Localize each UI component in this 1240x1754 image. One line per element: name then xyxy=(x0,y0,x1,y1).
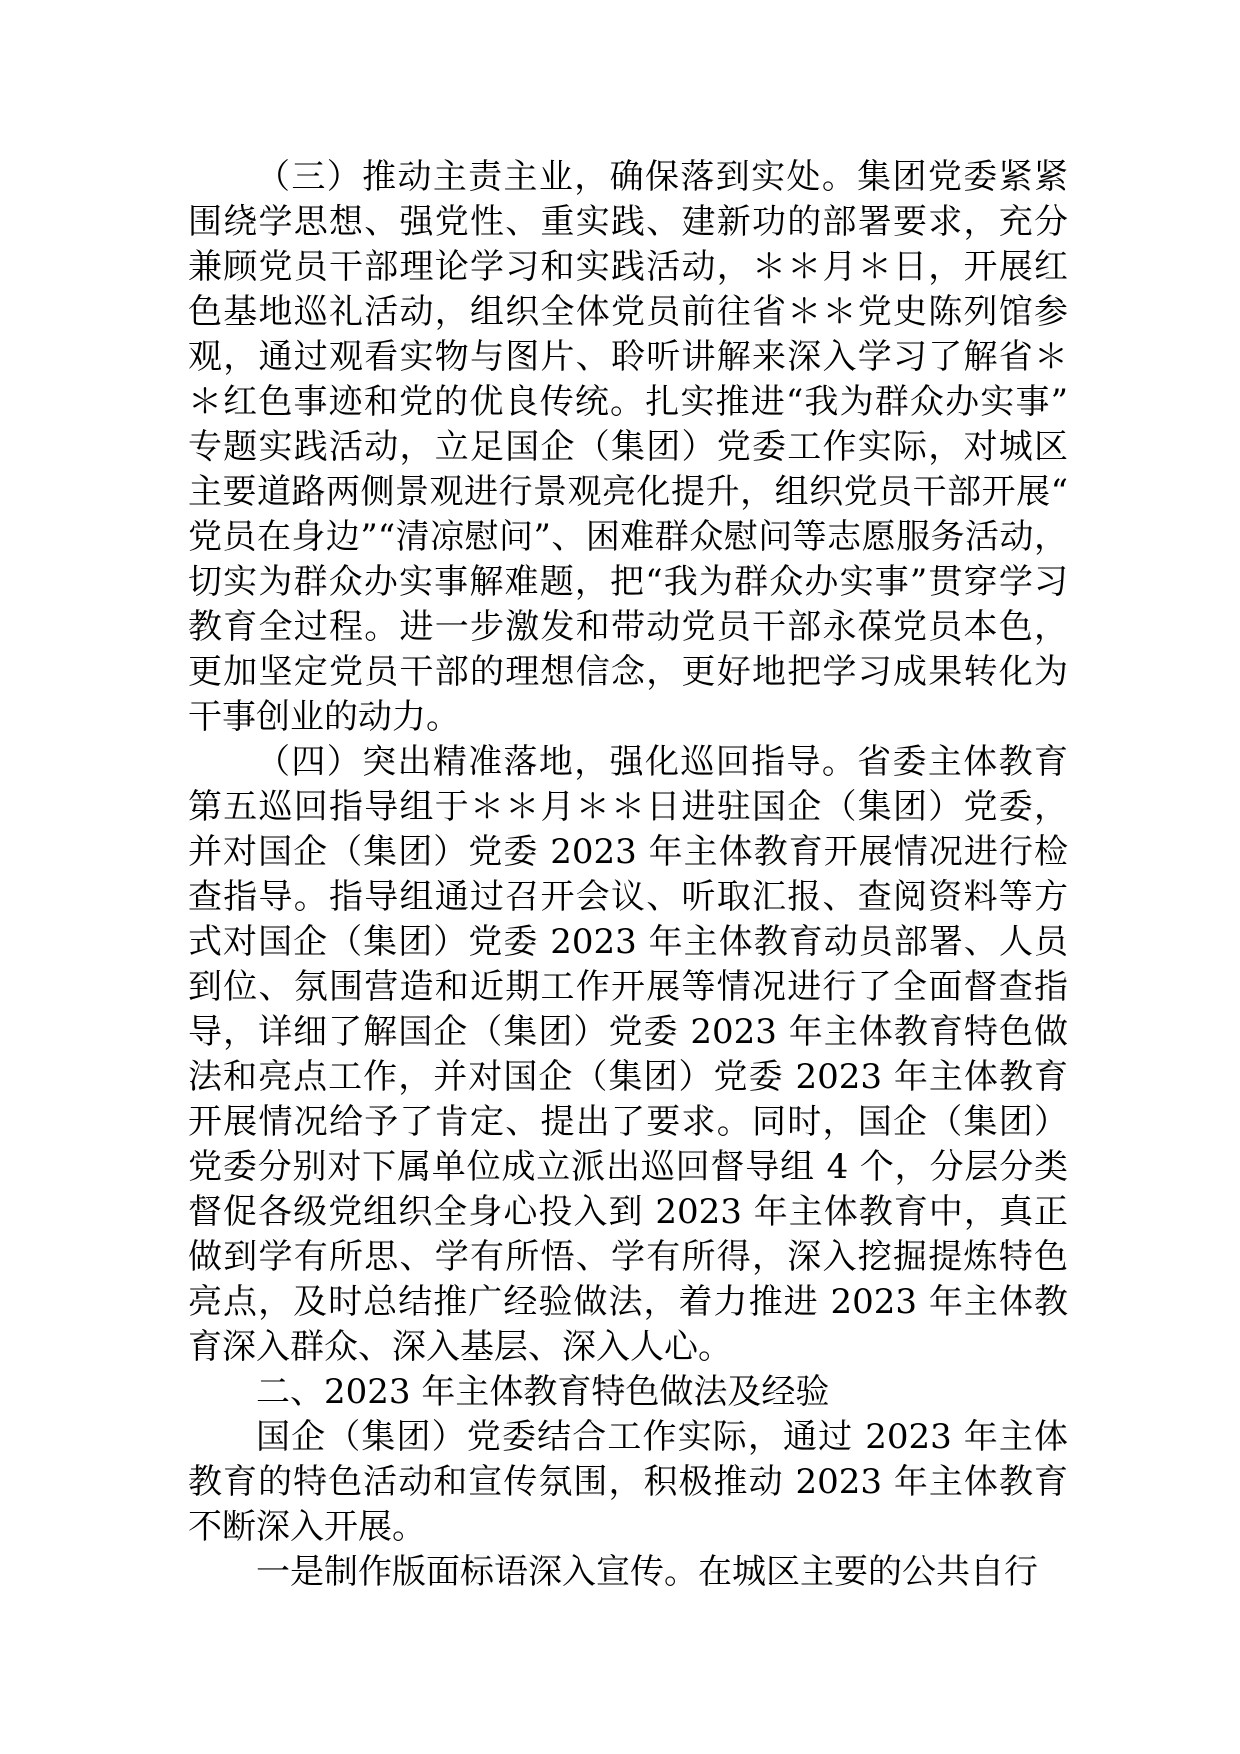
paragraph-section-three: （三）推动主责主业，确保落到实处。集团党委紧紧围绕学思想、强党性、重实践、建新功的部署要求，充分兼顾党员干部理论学习和实践活动，＊＊月＊日，开展红色基地巡礼活动，组织全体党员前往省＊＊党史陈列馆参观，通过观看实物与图片、聆听讲解来深入学习了解省＊＊红色事迹和党的优良传统。扎实推进“我为群众办实事”专题实践活动，立足国企（集团）党委工作实际，对城区主要道路两侧景观进行景观亮化提升，组织党员干部开展“党员在身边”“清凉慰问”、困难群众慰问等志愿服务活动，切实为群众办实事解难题，把“我为群众办实事”贯穿学习教育全过程。进一步激发和带动党员干部永葆党员本色，更加坚定党员干部的理想信念，更好地把学习成果转化为干事创业的动力。 xyxy=(188,157,1068,737)
document-body xyxy=(188,155,1068,1595)
paragraph-intro: 国企（集团）党委结合工作实际，通过 2023 年主体教育的特色活动和宣传氛围，积极推动 2023 年主体教育不断深入开展。 xyxy=(188,1417,1068,1547)
paragraph-item-one: 一是制作版面标语深入宣传。在城区主要的公共自行 xyxy=(256,1552,1038,1592)
paragraph-section-four: （四）突出精准落地，强化巡回指导。省委主体教育第五巡回指导组于＊＊月＊＊日进驻国企（集团）党委，并对国企（集团）党委 2023 年主体教育开展情况进行检查指导。指导组通过召开会议、听取汇报、查阅资料等方式对国企（集团）党委 2023 年主体教育动员部署、人员到位、氛围营造和近期工作开展等情况进行了全面督查指导，详细了解国企（集团）党委 2023 年主体教育特色做法和亮点工作，并对国企（集团）党委 2023 年主体教育开展情况给予了肯定、提出了要求。同时，国企（集团）党委分别对下属单位成立派出巡回督导组 4 个，分层分类督促各级党组织全身心投入到 2023 年主体教育中，真正做到学有所思、学有所悟、学有所得，深入挖掘提炼特色亮点，及时总结推广经验做法，着力推进 2023 年主体教育深入群众、深入基层、深入人心。 xyxy=(188,742,1068,1367)
section-heading-two: 二、2023 年主体教育特色做法及经验 xyxy=(256,1372,830,1412)
